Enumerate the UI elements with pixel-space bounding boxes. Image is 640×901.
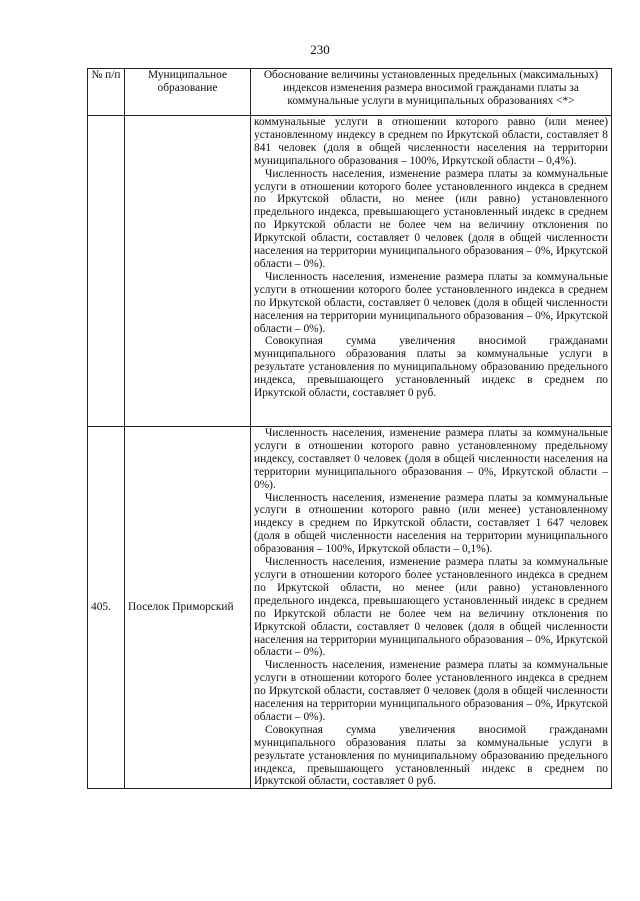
header-number: № п/п [88, 69, 125, 116]
table-row [88, 427, 612, 789]
page-number: 230 [310, 42, 330, 57]
row-number [88, 116, 125, 427]
header-justification: Обоснование величины установленных предельных (максимальных) индексов изменения размера вносимой гражданами платы за коммунальные услуги в муниципальных образованиях <*> [251, 69, 612, 116]
paragraph: Численность населения, изменение размера платы за коммунальные услуги в отношении которого более установленного индекса в среднем по Иркутской области, составляет 0 человек (доля в общей численности населения на территории муниципального образования – 0%, Иркутской области – 0%). [254, 659, 608, 723]
table-header [88, 69, 612, 116]
municipality-name [125, 116, 251, 427]
paragraph: Численность населения, изменение размера платы за коммунальные услуги в отношении которого более установленного индекса в среднем по Иркутской области, но менее (или равно) установленного предельного индекса, превышающего установленный индекс в среднем по Иркутской области не более чем на величину отклонения по Иркутской области, составляет 0 человек (доля в общей численности населения на территории муниципального образования – 0%, Иркутской области – 0%). [254, 556, 608, 659]
paragraph: Совокупная сумма увеличения вносимой гражданами муниципального образования платы за коммунальные услуги в результате установления по муниципальному образованию предельного индекса, превышающего установленный индекс в среднем по Иркутской области, составляет 0 руб. [254, 723, 608, 788]
header-municipality: Муниципальное образование [125, 69, 251, 116]
paragraph: Совокупная сумма увеличения вносимой гражданами муниципального образования платы за коммунальные услуги в результате установления по муниципальному образованию предельного индекса, превышающего установленный индекс в среднем по Иркутской области, составляет 0 руб. [254, 335, 608, 400]
paragraph: Численность населения, изменение размера платы за коммунальные услуги в отношении которого равно установленному предельному индексу, составляет 0 человек (доля в общей численности населения на территории муниципального образования – 0%, Иркутской области – 0%). [254, 427, 608, 491]
row-number: 405. [88, 427, 125, 789]
justification-table [87, 68, 612, 789]
table-row [88, 116, 612, 427]
justification-cell [251, 427, 612, 789]
paragraph: Численность населения, изменение размера платы за коммунальные услуги в отношении которого более установленного индекса в среднем по Иркутской области, составляет 0 человек (доля в общей численности населения на территории муниципального образования – 0%, Иркутской области – 0%). [254, 270, 608, 335]
paragraph: коммунальные услуги в отношении которого равно (или менее) установленному индексу в среднем по Иркутской области, составляет 8 841 человек (доля в общей численности населения на территории муниципального образования – 100%, Иркутской области – 0,4%). [254, 116, 608, 167]
header-row [88, 69, 612, 116]
municipality-name: Поселок Приморский [125, 427, 251, 789]
paragraph: Численность населения, изменение размера платы за коммунальные услуги в отношении которого более установленного индекса в среднем по Иркутской области, но менее (или равно) установленного предельного индекса, превышающего установленный индекс в среднем по Иркутской области не более чем на величину отклонения по Иркутской области, составляет 0 человек (доля в общей численности населения на территории муниципального образования – 0%, Иркутской области – 0%). [254, 167, 608, 270]
paragraph: Численность населения, изменение размера платы за коммунальные услуги в отношении которого равно (или менее) установленному индексу в среднем по Иркутской области, составляет 1 647 человек (доля в общей численности населения на территории муниципального образования – 100%, Иркутской области – 0,1%). [254, 491, 608, 556]
justification-cell [251, 116, 612, 427]
